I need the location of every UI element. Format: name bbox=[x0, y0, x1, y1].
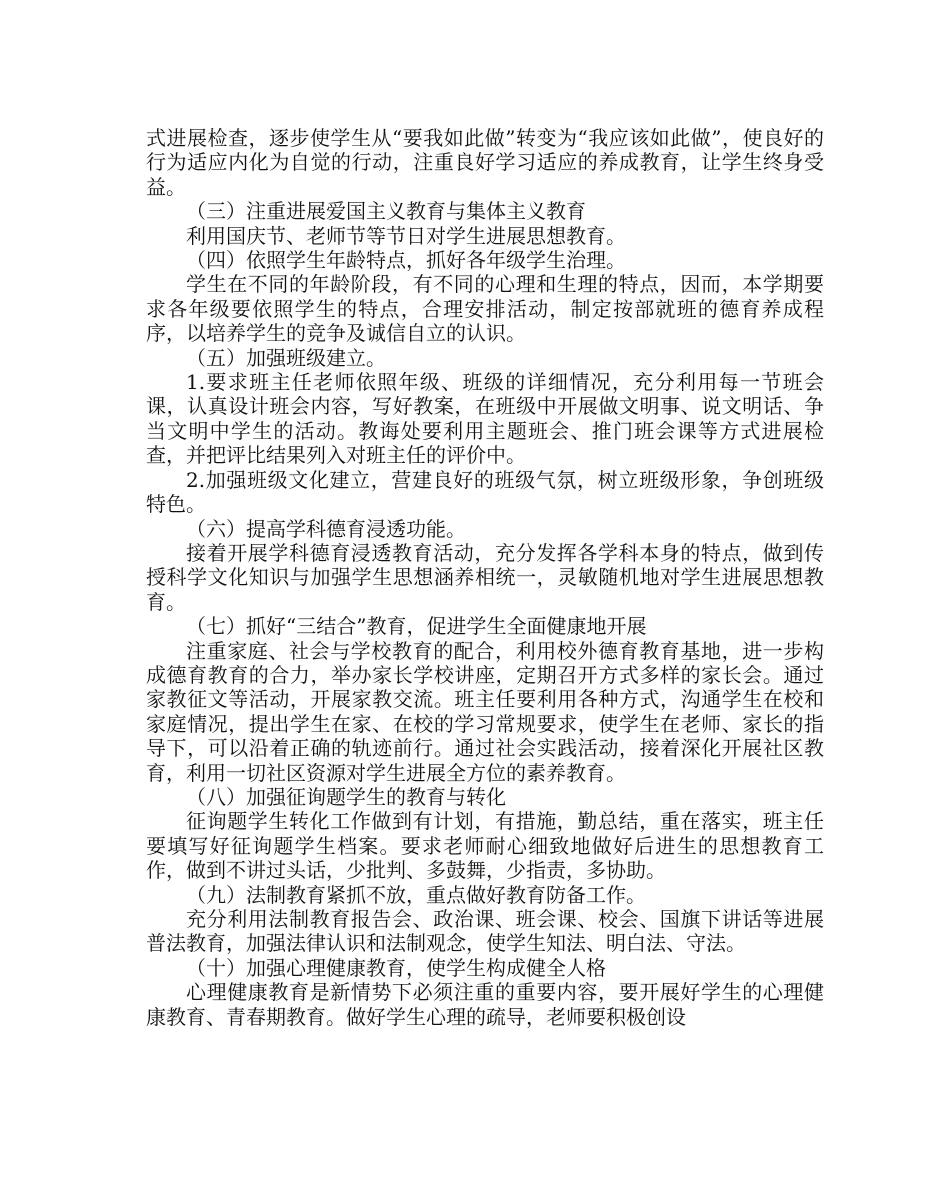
section-heading: （八）加强征询题学生的教育与转化 bbox=[186, 784, 506, 809]
section-heading: （七）抓好“三结合”教育，促进学生全面健康地开展 bbox=[186, 614, 647, 639]
section-heading: （九）法制教育紧抓不放，重点做好教育防备工作。 bbox=[186, 882, 646, 907]
section-heading: （四）依照学生年龄特点，抓好各年级学生治理。 bbox=[186, 248, 626, 273]
section-heading: （六）提高学科德育浸透功能。 bbox=[186, 516, 466, 541]
paragraph: 充分利用法制教育报告会、政治课、班会课、校会、国旗下讲话等进展普法教育，加强法律认识和法制观念，使学生知法、明白法、守法。 bbox=[146, 907, 824, 956]
paragraph: 学生在不同的年龄阶段，有不同的心理和生理的特点，因而，本学期要求各年级要依照学生的特点，合理安排活动，制定按部就班的德育养成程序，以培养学生的竞争及诚信自立的认识。 bbox=[146, 272, 824, 346]
list-item: 1.要求班主任老师依照年级、班级的详细情况，充分利用每一节班会课，认真设计班会内容，写好教案，在班级中开展做文明事、说文明话、争当文明中学生的活动。教诲处要利用主题班会、推门班会课等方式进展检查，并把评比结果列入对班主任的评价中。 bbox=[146, 370, 824, 468]
paragraph: 接着开展学科德育浸透教育活动，充分发挥各学科本身的特点，做到传授科学文化知识与加强学生思想涵养相统一，灵敏随机地对学生进展思想教育。 bbox=[146, 540, 824, 614]
list-item: 2.加强班级文化建立，营建良好的班级气氛，树立班级形象，争创班级特色。 bbox=[146, 467, 824, 517]
section-heading: （五）加强班级建立。 bbox=[186, 345, 386, 370]
document-body bbox=[146, 126, 824, 1029]
section-heading: （三）注重进展爱国主义教育与集体主义教育 bbox=[186, 199, 586, 224]
paragraph: 征询题学生转化工作做到有计划，有措施，勤总结，重在落实，班主任要填写好征询题学生档案。要求老师耐心细致地做好后进生的思想教育工作，做到不讲过头话，少批判、多鼓舞，少指责，多协助。 bbox=[146, 809, 824, 883]
paragraph: 注重家庭、社会与学校教育的配合，利用校外德育教育基地，进一步构成德育教育的合力，举办家长学校讲座，定期召开方式多样的家长会。通过家教征文等活动，开展家教交流。班主任要利用各种方式，沟通学生在校和家庭情况，提出学生在家、在校的学习常规要求，使学生在老师、家长的指导下，可以沿着正确的轨迹前行。通过社会实践活动，接着深化开展社区教育，利用一切社区资源对学生进展全方位的素养教育。 bbox=[146, 638, 824, 785]
paragraph: 利用国庆节、老师节等节日对学生进展思想教育。 bbox=[186, 223, 626, 248]
section-heading: （十）加强心理健康教育，使学生构成健全人格 bbox=[186, 955, 606, 980]
paragraph: 心理健康教育是新情势下必须注重的重要内容，要开展好学生的心理健康教育、青春期教育。做好学生心理的疏导，老师要积极创设 bbox=[146, 980, 824, 1029]
paragraph: 式进展检查，逐步使学生从“要我如此做”转变为“我应该如此做”，使良好的行为适应内化为自觉的行动，注重良好学习适应的养成教育，让学生终身受益。 bbox=[146, 126, 824, 199]
